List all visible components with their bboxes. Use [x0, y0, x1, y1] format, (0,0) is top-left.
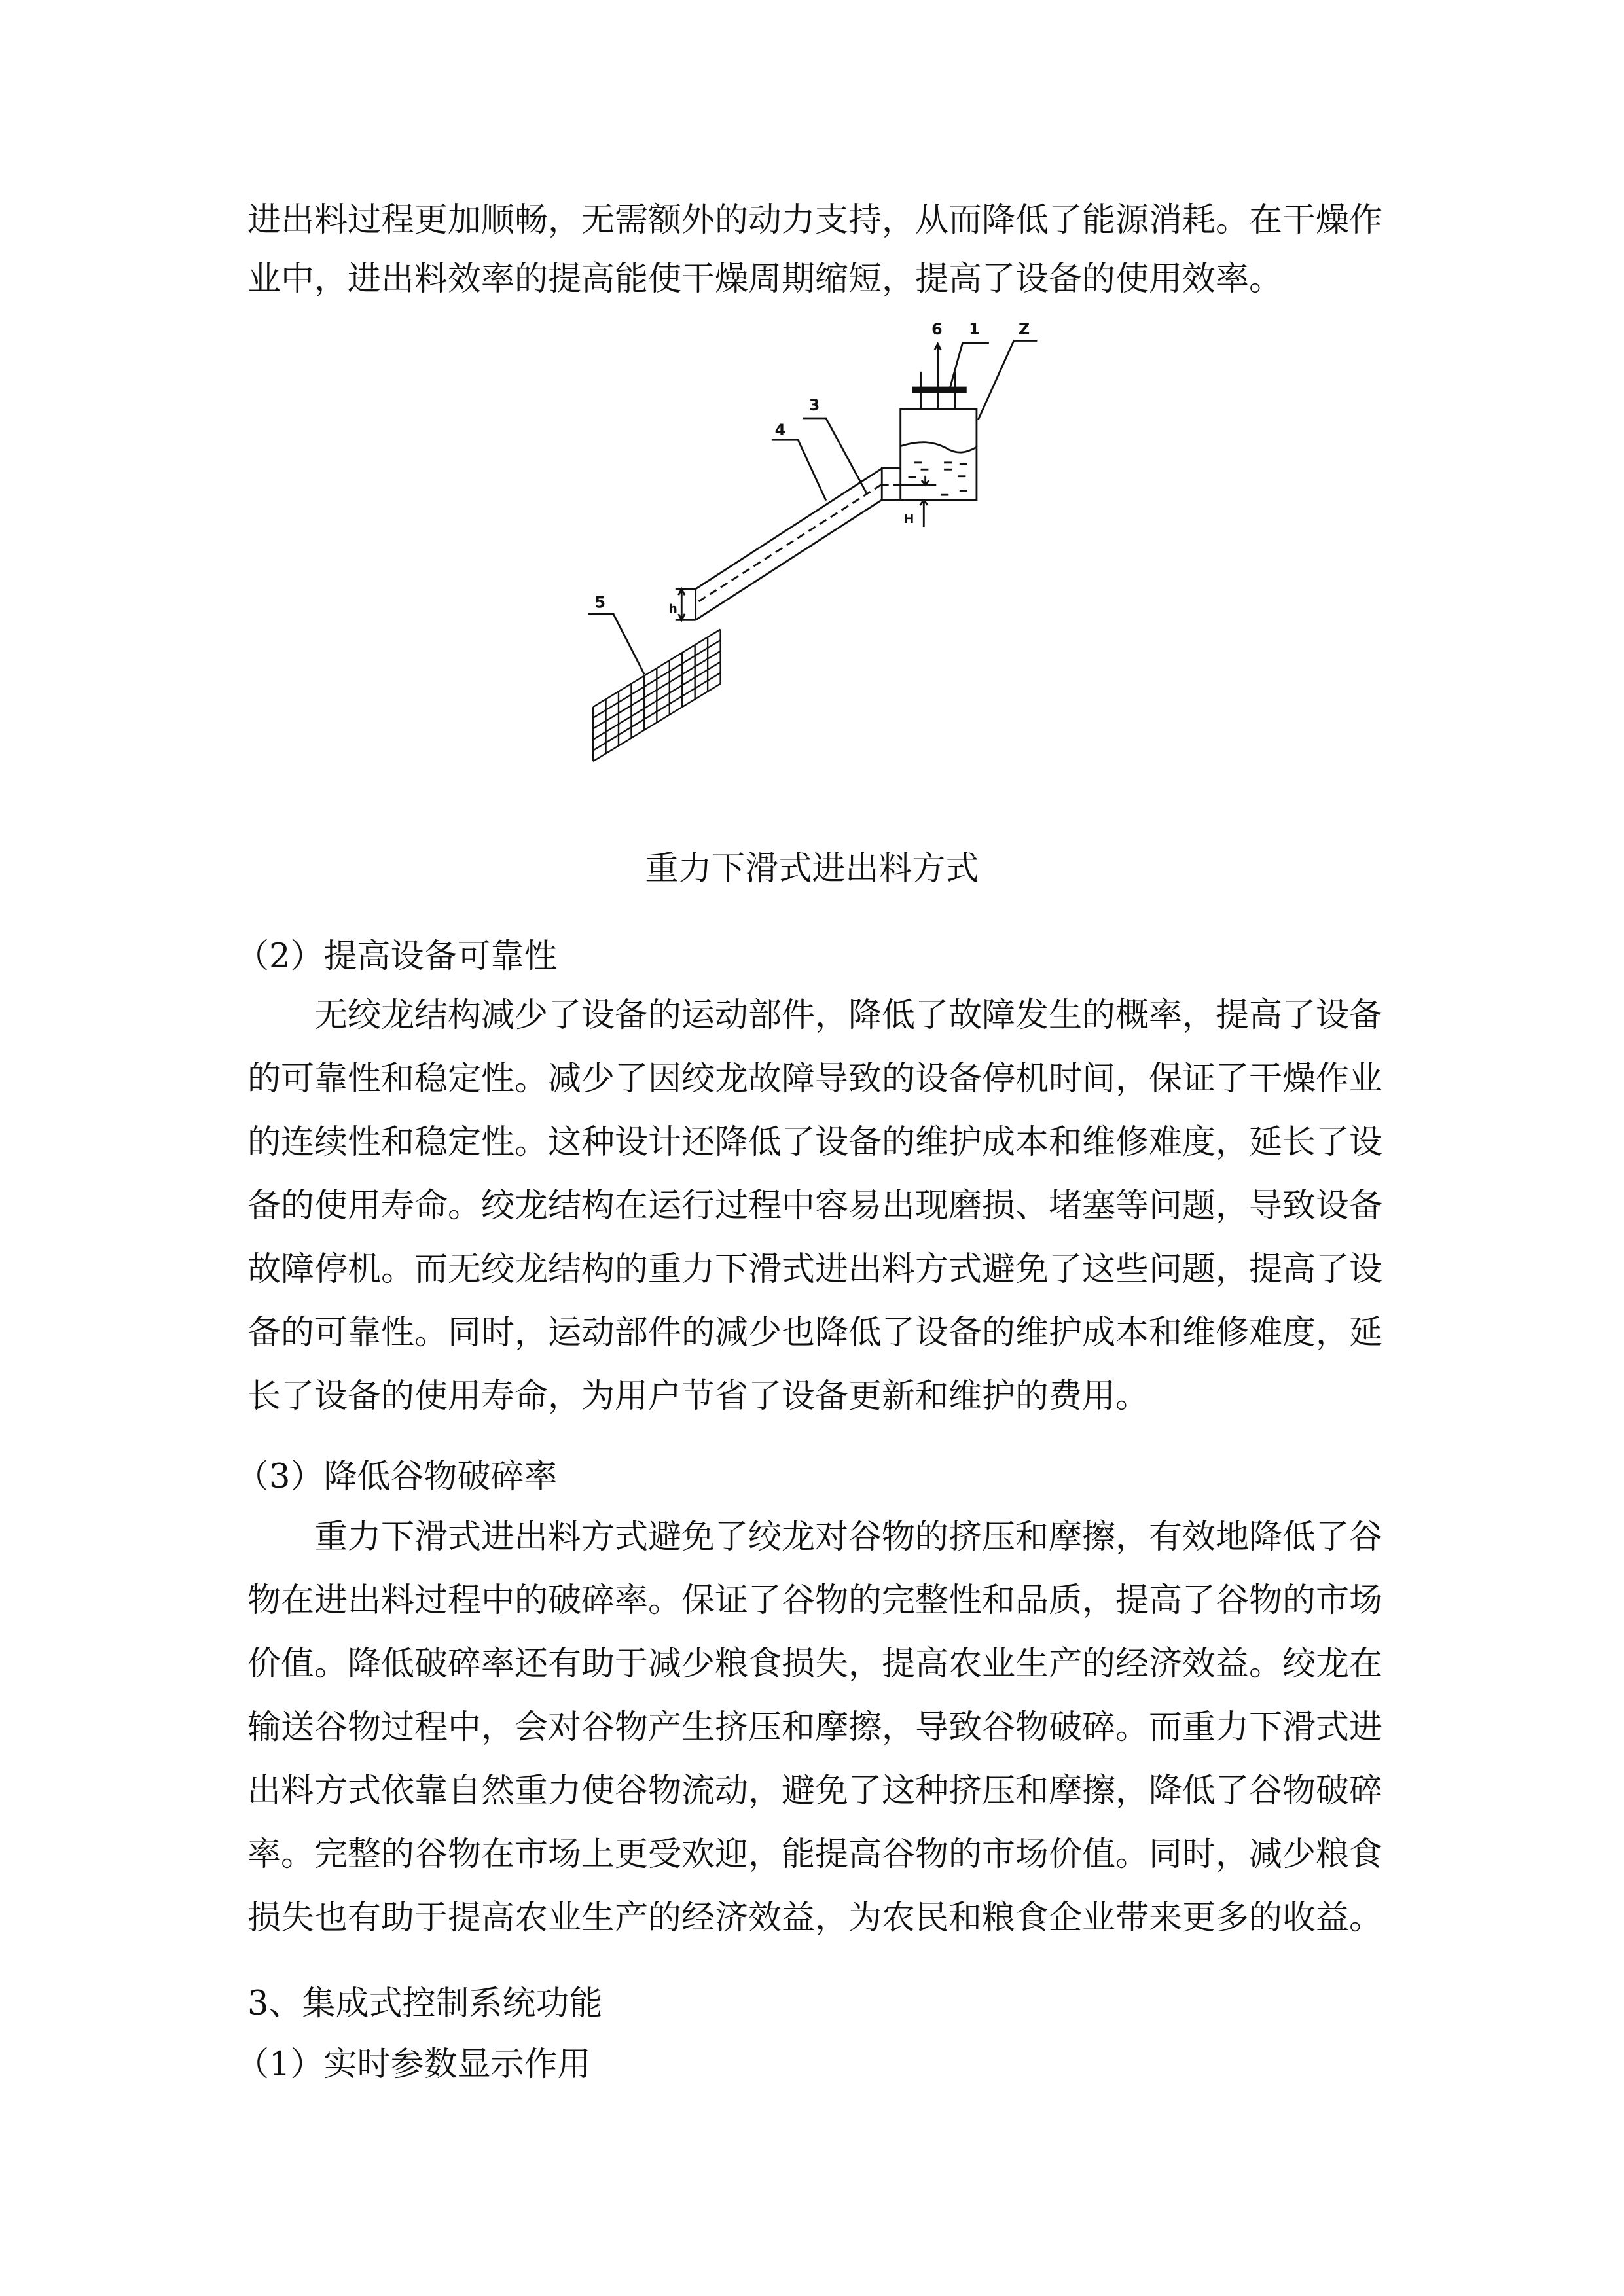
paragraph-line: 物在进出料过程中的破碎率。保证了谷物的完整性和品质，提高了谷物的市场	[247, 1581, 1383, 1620]
paragraph-line: 出料方式依靠自然重力使谷物流动，避免了这种挤压和摩擦，降低了谷物破碎	[247, 1772, 1383, 1810]
label-3: 3	[808, 396, 820, 415]
section-heading: （2）提高设备可靠性	[236, 937, 558, 976]
intro-line: 进出料过程更加顺畅，无需额外的动力支持，从而降低了能源消耗。在干燥作	[247, 201, 1383, 240]
gravity-feed-diagram	[576, 314, 1060, 764]
tank	[901, 409, 977, 500]
label-h: h	[668, 601, 677, 617]
section-heading: 3、集成式控制系统功能	[247, 1984, 603, 2023]
figure-caption: 重力下滑式进出料方式	[645, 850, 979, 888]
section-heading: （1）实时参数显示作用	[236, 2045, 591, 2084]
paragraph-line: 故障停机。而无绞龙结构的重力下滑式进出料方式避免了这些问题，提高了设	[247, 1250, 1383, 1289]
label-1: 1	[969, 319, 980, 338]
paragraph-line: 损失也有助于提高农业生产的经济效益，为农民和粮食企业带来更多的收益。	[247, 1899, 1383, 1937]
paragraph-line: 无绞龙结构减少了设备的运动部件，降低了故障发生的概率，提高了设备	[314, 996, 1383, 1035]
label-5: 5	[594, 593, 605, 612]
paragraph-line: 价值。降低破碎率还有助于减少粮食损失，提高农业生产的经济效益。绞龙在	[247, 1645, 1383, 1683]
paragraph-line: 备的使用寿命。绞龙结构在运行过程中容易出现磨损、堵塞等问题，导致设备	[247, 1187, 1383, 1225]
intro-line: 业中，进出料效率的提高能使干燥周期缩短，提高了设备的使用效率。	[247, 260, 1283, 298]
paragraph-line: 输送谷物过程中，会对谷物产生挤压和摩擦，导致谷物破碎。而重力下滑式进	[247, 1708, 1383, 1747]
paragraph-line: 的可靠性和稳定性。减少了因绞龙故障导致的设备停机时间，保证了干燥作业	[247, 1060, 1383, 1098]
paragraph-line: 重力下滑式进出料方式避免了绞龙对谷物的挤压和摩擦，有效地降低了谷	[314, 1518, 1383, 1556]
screen-mesh	[593, 630, 720, 762]
section-heading: （3）降低谷物破碎率	[236, 1458, 558, 1496]
label-4: 4	[774, 421, 786, 440]
liquid-dashes	[909, 463, 967, 495]
chute	[696, 469, 882, 620]
label-6: 6	[931, 319, 943, 338]
paragraph-line: 的连续性和稳定性。这种设计还降低了设备的维护成本和维修难度，延长了设	[247, 1123, 1383, 1162]
paragraph-line: 率。完整的谷物在市场上更受欢迎，能提高谷物的市场价值。同时，减少粮食	[247, 1835, 1383, 1874]
paragraph-line: 备的可靠性。同时，运动部件的减少也降低了设备的维护成本和维修难度，延	[247, 1314, 1383, 1352]
label-2: Z	[1018, 319, 1030, 338]
paragraph-line: 长了设备的使用寿命，为用户节省了设备更新和维护的费用。	[247, 1377, 1149, 1416]
label-H: H	[903, 511, 914, 526]
liquid-surface	[901, 442, 977, 453]
